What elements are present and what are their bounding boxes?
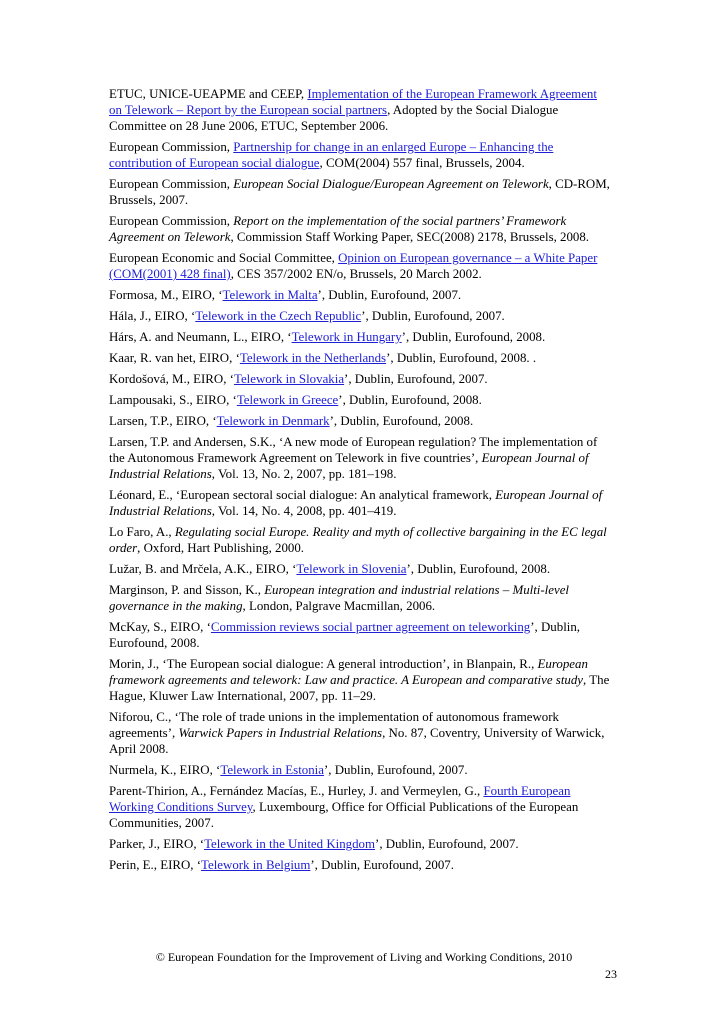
reference-text: Parent-Thirion, A., Fernández Macías, E., Hurley, J. and Vermeylen, G., <box>109 784 484 798</box>
reference-link[interactable]: Telework in the United Kingdom <box>204 837 376 851</box>
reference-text: Lo Faro, A., <box>109 525 175 539</box>
reference-link[interactable]: Partnership for change in an enlarged Europe – Enhancing the contribution of European social dialogue <box>109 140 554 170</box>
reference-text: Nurmela, K., EIRO, ‘ <box>109 763 221 777</box>
reference-link[interactable]: Telework in the Czech Republic <box>195 309 362 323</box>
reference-text: Larsen, T.P. and Andersen, S.K., ‘A new mode of European regulation? The implementation of the Autonomous Framework Agreement on Telework in five countries’, <box>109 435 598 465</box>
reference-text: ’, Dublin, Eurofound, 2007. <box>317 288 462 302</box>
reference-entry <box>109 392 612 408</box>
reference-text: European Commission, <box>109 140 234 154</box>
reference-text: Morin, J., ‘The European social dialogue: A general introduction’, in Blanpain, R., <box>109 657 538 671</box>
reference-entry <box>109 857 612 873</box>
reference-text: Kaar, R. van het, EIRO, ‘ <box>109 351 240 365</box>
reference-text: Marginson, P. and Sisson, K., <box>109 583 265 597</box>
reference-text: , COM(2004) 557 final, Brussels, 2004. <box>319 156 525 170</box>
reference-text: , CD-ROM, Brussels, 2007. <box>109 177 610 207</box>
reference-text: ’, Dublin, Eurofound, 2008. <box>109 620 581 650</box>
reference-title: Regulating social Europe. Reality and myth of collective bargaining in the EC legal order <box>109 525 607 555</box>
reference-entry <box>109 762 612 778</box>
reference-text: Hála, J., EIRO, ‘ <box>109 309 196 323</box>
reference-entry <box>109 139 612 171</box>
reference-title: European Journal of Industrial Relations <box>109 488 603 518</box>
reference-entry <box>109 308 612 324</box>
reference-text: European Economic and Social Committee, <box>109 251 339 265</box>
page-number: 23 <box>605 967 617 981</box>
reference-title: European framework agreements and telework: Law and practice. A European and comparative study <box>109 657 588 687</box>
reference-entry <box>109 329 612 345</box>
reference-text: European Commission, <box>109 214 234 228</box>
reference-text: Kordošová, M., EIRO, ‘ <box>109 372 234 386</box>
reference-entry <box>109 709 612 757</box>
reference-entry <box>109 582 612 614</box>
reference-text: , The Hague, Kluwer Law International, 2007, pp. 11–29. <box>109 673 610 703</box>
reference-link[interactable]: Commission reviews social partner agreement on teleworking <box>210 620 531 634</box>
reference-link[interactable]: Telework in the Netherlands <box>239 351 387 365</box>
reference-title: European integration and industrial relations – Multi-level governance in the making <box>109 583 569 613</box>
reference-text: Formosa, M., EIRO, ‘ <box>109 288 223 302</box>
reference-text: ’, Dublin, Eurofound, 2007. <box>310 858 454 872</box>
reference-link[interactable]: Telework in Slovakia <box>233 372 345 386</box>
reference-link[interactable]: Telework in Greece <box>236 393 339 407</box>
reference-link[interactable]: Implementation of the European Framework Agreement on Telework – Report by the European social partners <box>109 87 597 117</box>
reference-text: European Commission, <box>109 177 234 191</box>
reference-link[interactable]: Telework in Belgium <box>201 858 311 872</box>
reference-text: , No. 87, Coventry, University of Warwick, April 2008. <box>109 726 605 756</box>
reference-title: Report on the implementation of the social partners’ Framework Agreement on Telework <box>109 214 567 244</box>
reference-entry <box>109 836 612 852</box>
reference-link[interactable]: Fourth European Working Conditions Survey <box>109 784 571 814</box>
reference-text: ’, Dublin, Eurofound, 2008. <box>338 393 482 407</box>
reference-link[interactable]: Telework in Slovenia <box>296 562 407 576</box>
reference-link[interactable]: Telework in Malta <box>222 288 318 302</box>
reference-link[interactable]: Opinion on European governance – a White Paper (COM(2001) 428 final) <box>109 251 598 281</box>
reference-text: McKay, S., EIRO, ‘ <box>109 620 211 634</box>
reference-entry <box>109 434 612 482</box>
reference-text: , Adopted by the Social Dialogue Committee on 28 June 2006, ETUC, September 2006. <box>109 103 559 133</box>
reference-title: Warwick Papers in Industrial Relations <box>178 726 383 740</box>
reference-entry <box>109 783 612 831</box>
reference-text: , Commission Staff Working Paper, SEC(2008) 2178, Brussels, 2008. <box>230 230 590 244</box>
reference-text: Perin, E., EIRO, ‘ <box>109 858 202 872</box>
reference-text: ’, Dublin, Eurofound, 2007. <box>361 309 505 323</box>
reference-text: ’, Dublin, Eurofound, 2007. <box>323 763 468 777</box>
reference-text: Hárs, A. and Neumann, L., EIRO, ‘ <box>109 330 292 344</box>
page-footer <box>0 950 728 964</box>
reference-entry <box>109 287 612 303</box>
reference-text: ’, Dublin, Eurofound, 2008. <box>406 562 551 576</box>
reference-entry <box>109 350 612 366</box>
reference-entry <box>109 371 612 387</box>
reference-text: ’, Dublin, Eurofound, 2008. . <box>386 351 537 365</box>
reference-title: European Social Dialogue/European Agreement on Telework <box>233 177 549 191</box>
reference-text: , Oxford, Hart Publishing, 2000. <box>137 541 305 555</box>
reference-text: ETUC, UNICE-UEAPME and CEEP, <box>109 87 308 101</box>
reference-link[interactable]: Telework in Denmark <box>216 414 330 428</box>
reference-text: ’, Dublin, Eurofound, 2008. <box>401 330 546 344</box>
reference-text: Parker, J., EIRO, ‘ <box>109 837 205 851</box>
reference-text: ’, Dublin, Eurofound, 2008. <box>329 414 474 428</box>
reference-text: , Luxembourg, Office for Official Publications of the European Communities, 2007. <box>109 800 579 830</box>
reference-list <box>109 86 612 878</box>
reference-link[interactable]: Telework in Hungary <box>291 330 402 344</box>
reference-text: , CES 357/2002 EN/o, Brussels, 20 March 2002. <box>230 267 482 281</box>
reference-entry <box>109 524 612 556</box>
reference-text: ’, Dublin, Eurofound, 2007. <box>375 837 519 851</box>
reference-text: ’, Dublin, Eurofound, 2007. <box>344 372 488 386</box>
reference-title: European Journal of Industrial Relations <box>109 451 589 481</box>
footer-copyright: © European Foundation for the Improvement of Living and Working Conditions, 2010 <box>155 950 573 964</box>
reference-text: Léonard, E., ‘European sectoral social dialogue: An analytical framework, <box>109 488 496 502</box>
reference-entry <box>109 413 612 429</box>
reference-text: Niforou, C., ‘The role of trade unions in the implementation of autonomous framework agreements’, <box>109 710 559 740</box>
reference-link[interactable]: Telework in Estonia <box>220 763 324 777</box>
reference-entry <box>109 487 612 519</box>
reference-text: Lampousaki, S., EIRO, ‘ <box>109 393 237 407</box>
reference-entry <box>109 561 612 577</box>
reference-text: Lužar, B. and Mrčela, A.K., EIRO, ‘ <box>109 562 297 576</box>
reference-entry <box>109 656 612 704</box>
reference-text: , Vol. 13, No. 2, 2007, pp. 181–198. <box>211 467 397 481</box>
reference-text: Larsen, T.P., EIRO, ‘ <box>109 414 217 428</box>
reference-entry <box>109 619 612 651</box>
reference-text: , London, Palgrave Macmillan, 2006. <box>242 599 436 613</box>
reference-text: , Vol. 14, No. 4, 2008, pp. 401–419. <box>211 504 397 518</box>
reference-entry <box>109 213 612 245</box>
reference-entry <box>109 250 612 282</box>
reference-entry <box>109 86 612 134</box>
reference-entry <box>109 176 612 208</box>
